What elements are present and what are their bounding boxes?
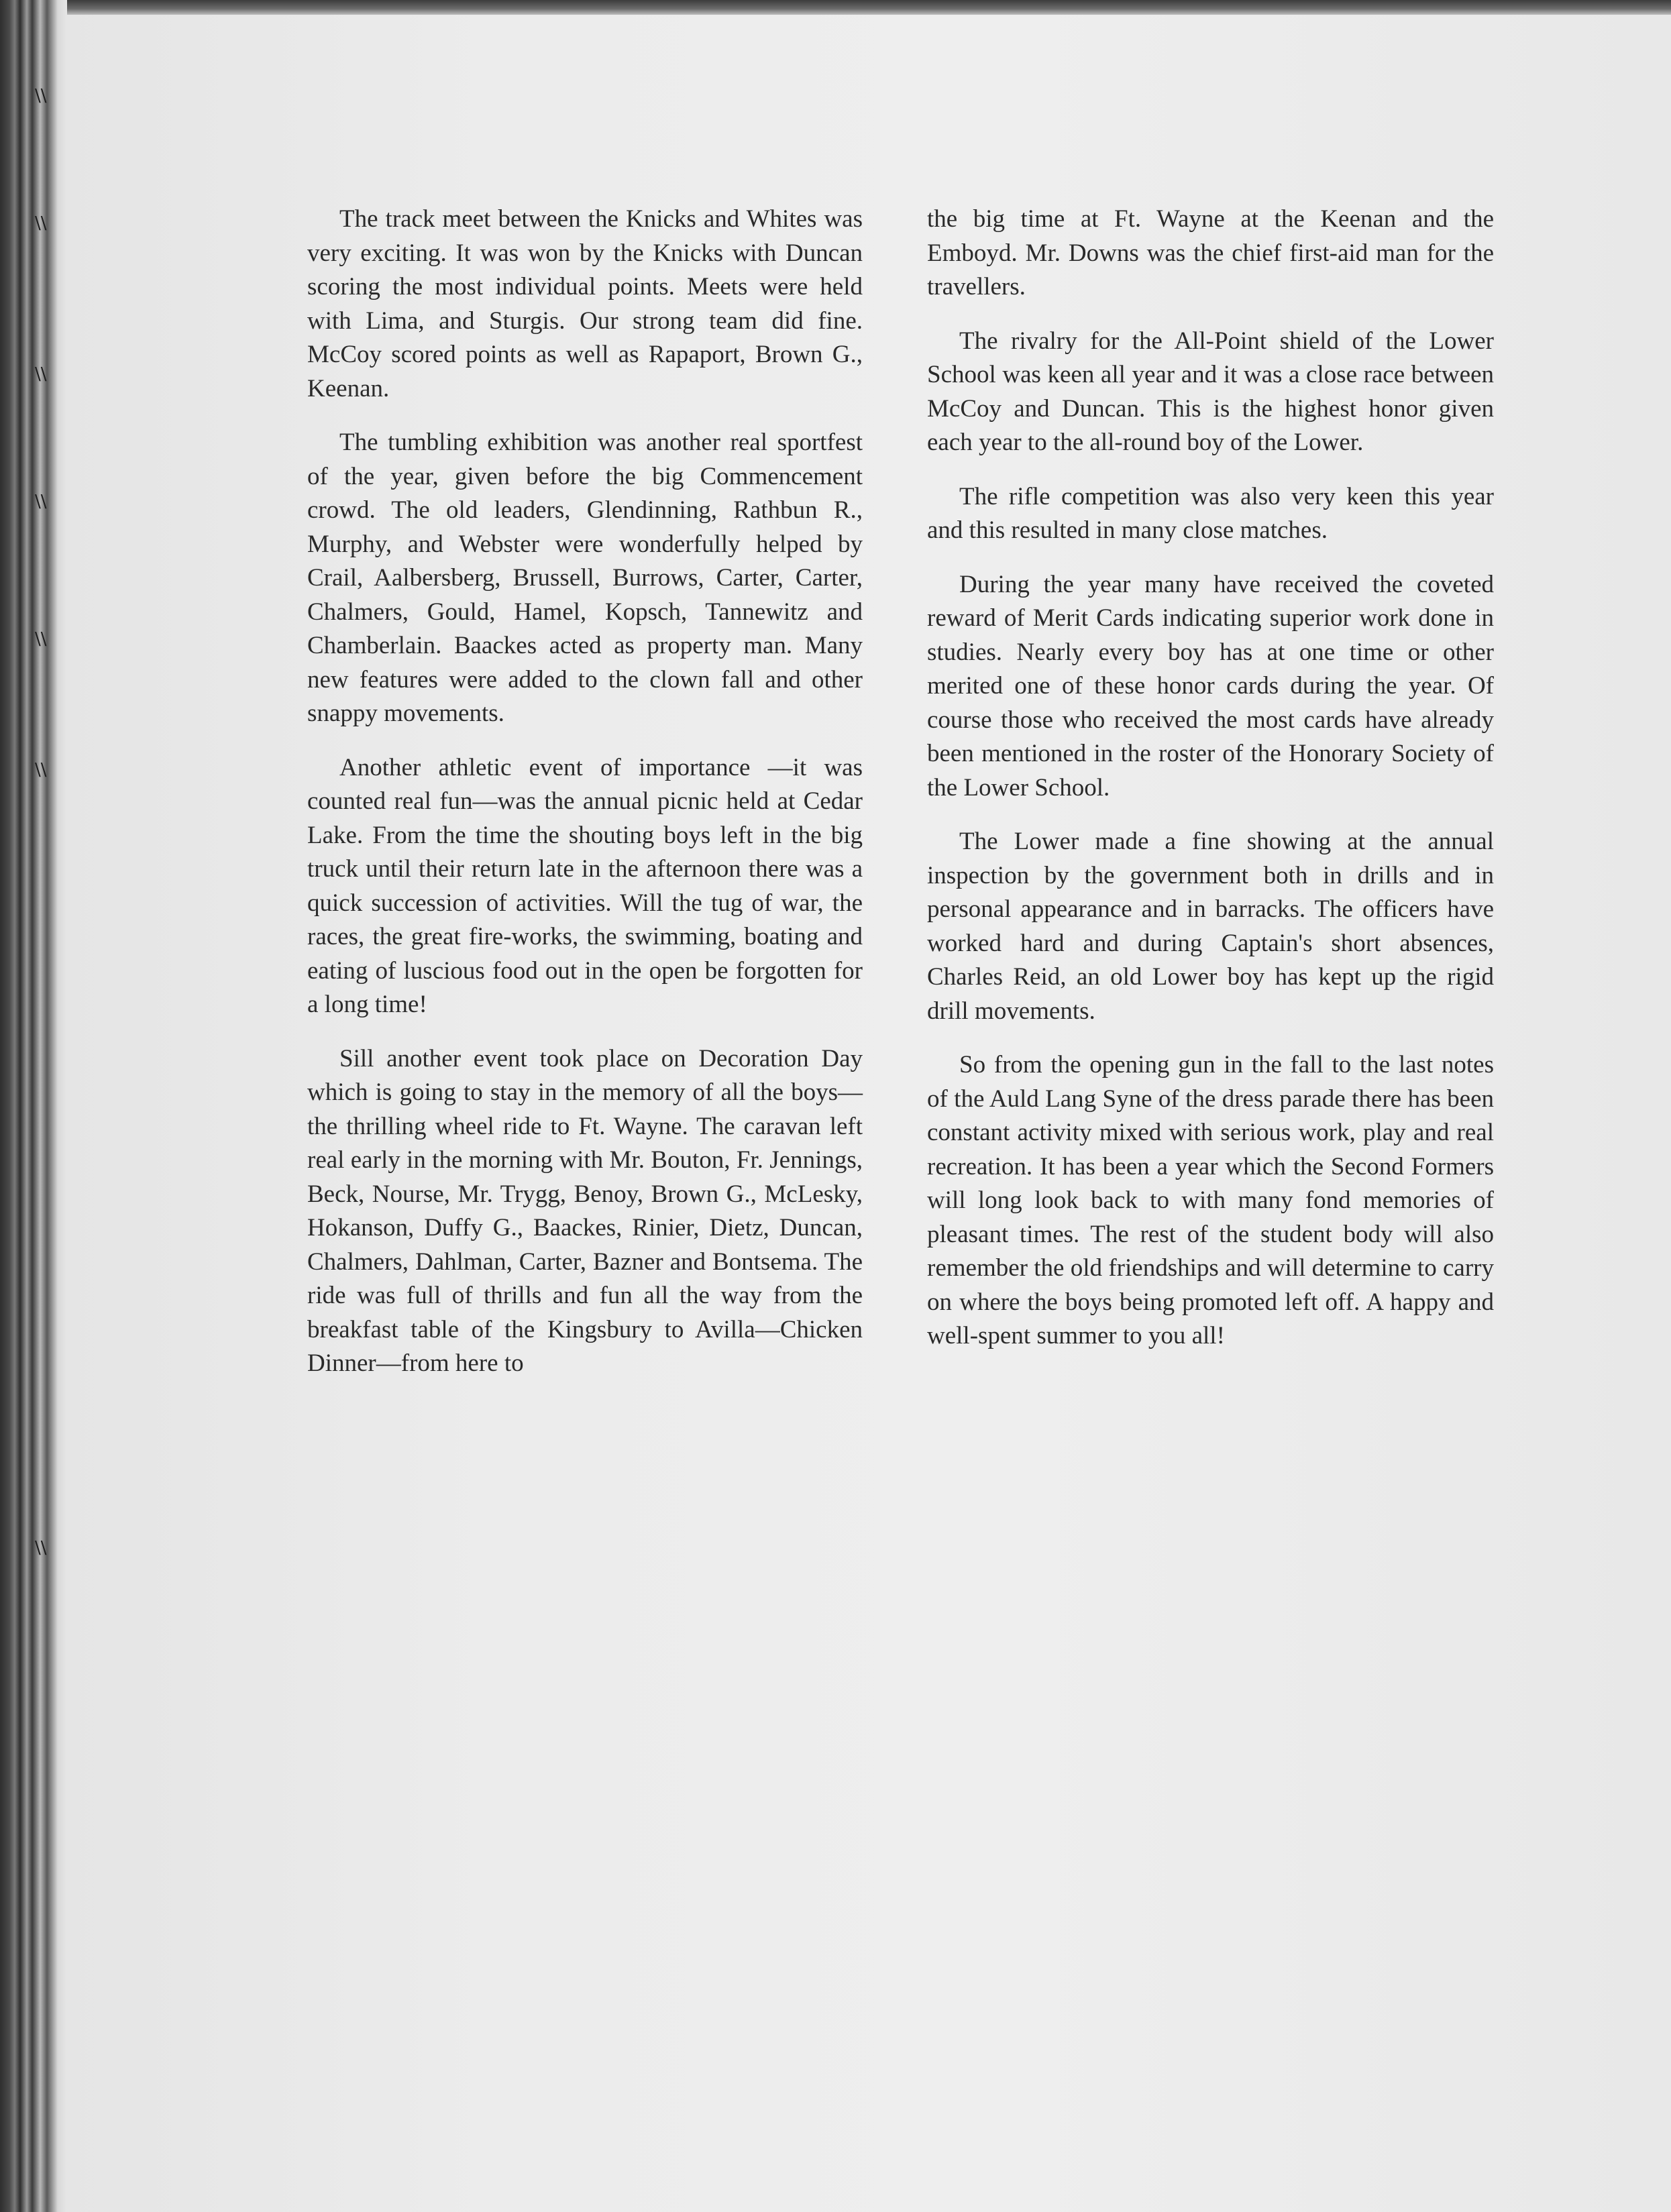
binding-mark-icon: \\ — [35, 629, 47, 649]
right-text-column — [927, 203, 1494, 1374]
paragraph-closing: So from the opening gun in the fall to the last notes of the Auld Lang Syne of the dress parade there has been constant activity mixed with serious work, play and real recreation. It has been a year which the Second Formers will long look back to with many fond memories of pleasant times. The rest of the student body will also remember the old friendships and will determine to carry on where the boys being promoted left off. A happy and well-spent summer to you all! — [927, 1051, 1494, 1349]
paragraph-all-point-shield: The rivalry for the All-Point shield of the Lower School was keen all year and it was a close race between McCoy and Duncan. This is the highest honor given each year to the all-round boy of the Lower. — [927, 327, 1494, 456]
binding-mark-icon: \\ — [35, 213, 47, 233]
paragraph-annual-picnic: Another athletic event of importance —it was counted real fun—was the annual picnic held at Cedar Lake. From the time the shouting boys left in the big truck until their return late in the afternoon there was a quick succession of activities. Will the tug of war, the races, the great fire-works, the swimming, boating and eating of luscious food out in the open be forgotten for a long time! — [307, 753, 863, 1018]
paragraph-decoration-day: Sill another event took place on Decoration Day which is going to stay in the memory of all the boys—the thrilling wheel ride to Ft. Wayne. The caravan left real early in the morning with Mr. Bouton, Fr. Jennings, Beck, Nourse, Mr. Trygg, Benoy, Brown G., McLesky, Hokanson, Duffy G., Baackes, Rinier, Dietz, Duncan, Chalmers, Dahlman, Carter, Bazner and Bontsema. The ride was full of thrills and fun all the way from the breakfast table of the Kingsbury to Avilla—Chicken Dinner—from here to — [307, 1044, 863, 1377]
paragraph-annual-inspection: The Lower made a fine showing at the annual inspection by the government both in drills and in personal appearance and in barracks. The officers have worked hard and during Captain's short absences, Charles Reid, an old Lower boy has kept up the rigid drill movements. — [927, 828, 1494, 1025]
left-text-column — [307, 203, 863, 1401]
paragraph-merit-cards: During the year many have received the coveted reward of Merit Cards indicating superior work done in studies. Nearly every boy has at one time or other merited one of these honor cards during the year. Of course those who received the most cards have already been mentioned in the roster of the Honorary Society of the Lower School. — [927, 570, 1494, 801]
page-top-edge — [0, 0, 1671, 15]
binding-mark-icon: \\ — [35, 760, 47, 780]
binding-mark-icon: \\ — [35, 364, 47, 384]
paragraph-rifle-competition: The rifle competition was also very keen this year and this resulted in many close matches. — [927, 482, 1494, 544]
paragraph-track-meet: The track meet between the Knicks and Whites was very exciting. It was won by the Knicks with Duncan scoring the most individual points. Meets were held with Lima, and Sturgis. Our strong team did fine. McCoy scored points as well as Rapaport, Brown G., Keenan. — [307, 205, 863, 402]
paragraph-tumbling-exhibition: The tumbling exhibition was another real sportfest of the year, given before the big Commencement crowd. The old leaders, Glendinning, Rathbun R., Murphy, and Webster were wonderfully helped by Crail, Aalbersberg, Brussell, Burrows, Carter, Carter, Chalmers, Gould, Hamel, Kopsch, Tannewitz and Chamberlain. Baackes acted as property man. Many new features were added to the clown fall and other snappy movements. — [307, 429, 863, 727]
binding-mark-icon: \\ — [35, 492, 47, 512]
paragraph-ft-wayne-continued: the big time at Ft. Wayne at the Keenan and the Emboyd. Mr. Downs was the chief first-aid man for the travellers. — [927, 205, 1494, 300]
binding-mark-icon: \\ — [35, 1538, 47, 1558]
book-binding-edge — [0, 0, 67, 2212]
binding-mark-icon: \\ — [35, 86, 47, 106]
